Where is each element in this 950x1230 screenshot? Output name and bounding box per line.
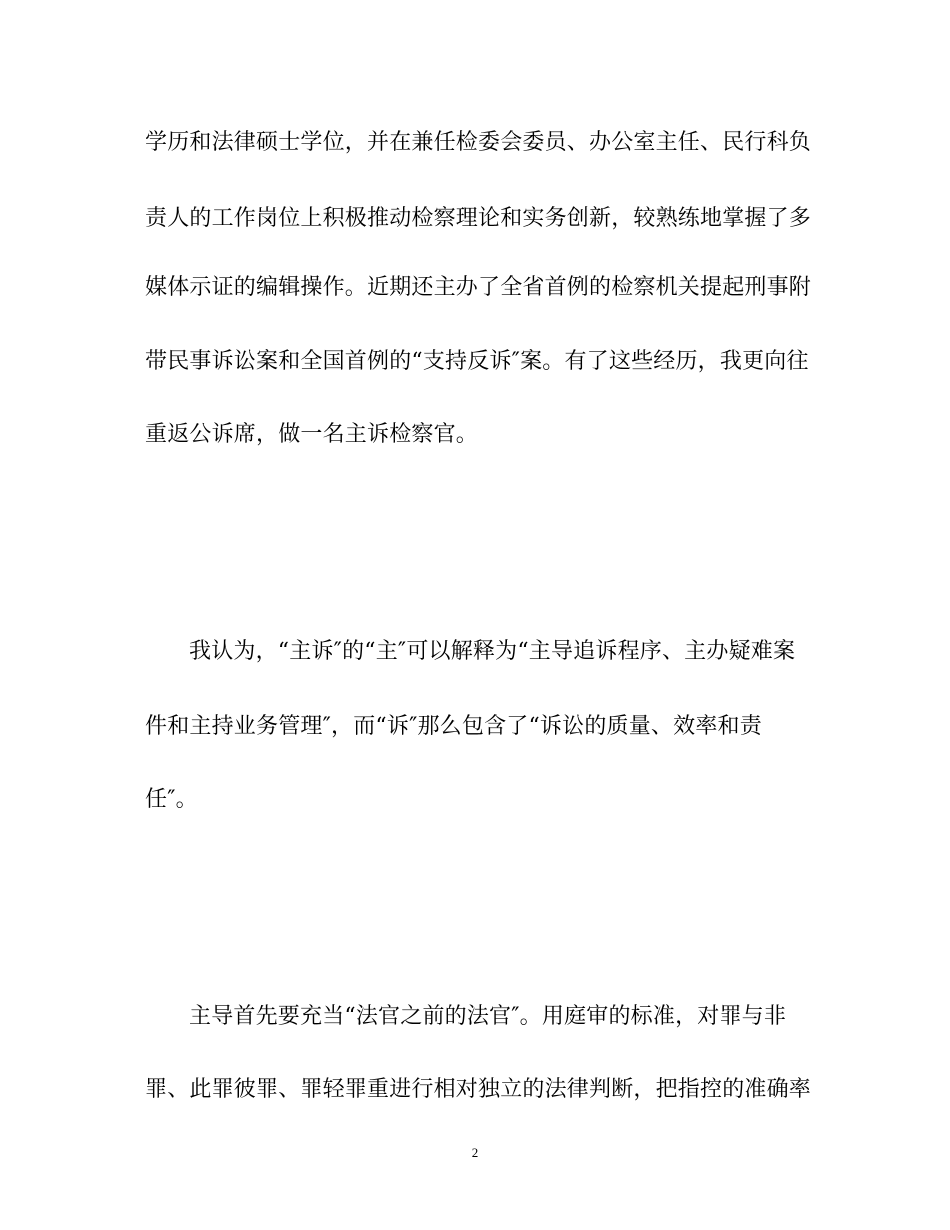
paragraph-1-line-1: 学历和法律硕士学位，并在兼任检委会委员、办公室主任、民行科负 <box>145 130 812 155</box>
page-number: 2 <box>471 1145 479 1160</box>
paragraph-1-line-3: 媒体示证的编辑操作。近期还主办了全省首例的检察机关提起刑事附 <box>145 275 812 300</box>
paragraph-2-line-3: 任″。 <box>145 787 198 812</box>
paragraph-3-line-2: 罪、此罪彼罪、罪轻罪重进行相对独立的法律判断，把指控的准确率 <box>145 1077 812 1102</box>
paragraph-1-line-5: 重返公诉席，做一名主诉检察官。 <box>145 422 479 447</box>
paragraph-1-line-4: 带民事诉讼案和全国首例的“支持反诉″案。有了这些经历，我更向往 <box>145 349 809 374</box>
paragraph-3-line-1: 主导首先要充当“法官之前的法官″。用庭审的标准，对罪与非 <box>189 1004 787 1029</box>
paragraph-2-line-1: 我认为，“主诉″的“主″可以解释为“主导追诉程序、主办疑难案 <box>189 639 796 664</box>
paragraph-2-line-2: 件和主持业务管理″，而“诉″那么包含了“诉讼的质量、效率和责 <box>145 714 762 739</box>
paragraph-1-line-2: 责人的工作岗位上积极推动检察理论和实务创新，较熟练地掌握了多 <box>145 206 812 231</box>
